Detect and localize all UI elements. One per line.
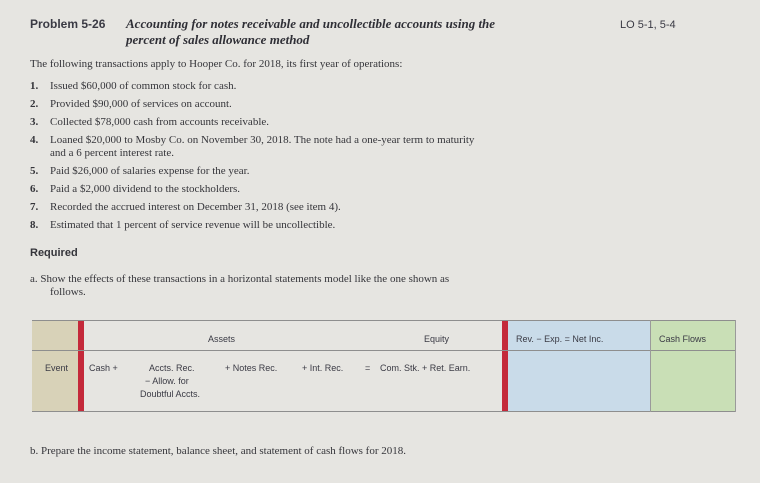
transaction-item: [30, 134, 590, 160]
assets-header: Assets: [208, 334, 236, 344]
transaction-number: 1.: [30, 80, 39, 92]
problem-title: [126, 16, 596, 48]
transaction-text: Collected $78,000 cash from accounts receivable.: [50, 116, 270, 128]
allowance-label-line2: Doubtful Accts.: [140, 389, 201, 399]
intro-text: The following transactions apply to Hooper Co. for 2018, its first year of operations:: [30, 58, 403, 70]
problem-title-line1: Accounting for notes receivable and uncollectible accounts using the: [126, 16, 496, 31]
transaction-item: [30, 183, 590, 196]
learning-objective-label: LO 5-1, 5-4: [620, 19, 676, 31]
statements-model-table: [32, 320, 736, 412]
transaction-text: Issued $60,000 of common stock for cash.: [50, 80, 237, 92]
transaction-text: Loaned $20,000 to Mosby Co. on November 30, 2018. The note had a one-year term to maturity: [50, 134, 475, 146]
transaction-number: 3.: [30, 116, 39, 128]
income-statement-header: Rev. − Exp. = Net Inc.: [516, 334, 604, 344]
transaction-number: 4.: [30, 134, 39, 146]
event-column-label: Event: [45, 363, 69, 373]
allowance-label-line1: − Allow. for: [145, 376, 189, 386]
equity-header: Equity: [424, 334, 450, 344]
equals-sign: =: [365, 363, 371, 373]
equity-columns-label: Com. Stk. + Ret. Earn.: [380, 363, 471, 373]
transaction-text: Paid $26,000 of salaries expense for the year.: [50, 165, 250, 177]
problem-label: Problem 5-26: [30, 17, 106, 31]
cash-flows-header: Cash Flows: [659, 334, 707, 344]
transaction-number: 8.: [30, 219, 39, 231]
table-bottom-border: [32, 411, 736, 412]
transaction-item: [30, 201, 590, 214]
part-a-line1: a. Show the effects of these transactions in a horizontal statements model like the one shown as: [30, 273, 450, 285]
table-header-divider: [32, 350, 736, 351]
notes-rec-column-label: + Notes Rec.: [225, 363, 278, 373]
red-divider-left: [78, 320, 84, 412]
transaction-text: Paid a $2,000 dividend to the stockholders.: [50, 183, 241, 195]
accts-rec-column-label: Accts. Rec.: [149, 363, 195, 373]
part-b-text: b. Prepare the income statement, balance sheet, and statement of cash flows for 2018.: [30, 445, 407, 457]
transaction-item: [30, 165, 590, 178]
required-heading: Required: [30, 247, 78, 259]
cash-column-label: Cash +: [89, 363, 118, 373]
transaction-item: [30, 80, 590, 93]
cash-flow-divider: [650, 320, 651, 412]
int-rec-column-label: + Int. Rec.: [302, 363, 344, 373]
table-top-border: [32, 320, 736, 321]
transaction-number: 5.: [30, 165, 39, 177]
transaction-number: 2.: [30, 98, 39, 110]
table-right-border: [735, 320, 736, 412]
transaction-number: 6.: [30, 183, 39, 195]
transaction-number: 7.: [30, 201, 39, 213]
transaction-text-cont: and a 6 percent interest rate.: [50, 147, 174, 159]
transaction-item: [30, 116, 590, 129]
part-a-text: [30, 273, 590, 299]
problem-title-line2: percent of sales allowance method: [126, 32, 310, 47]
transaction-text: Estimated that 1 percent of service revenue will be uncollectible.: [50, 219, 336, 231]
transaction-text: Recorded the accrued interest on December 31, 2018 (see item 4).: [50, 201, 341, 213]
transaction-item: [30, 219, 590, 232]
transaction-item: [30, 98, 590, 111]
transaction-text: Provided $90,000 of services on account.: [50, 98, 232, 110]
part-a-line2: follows.: [50, 286, 86, 298]
